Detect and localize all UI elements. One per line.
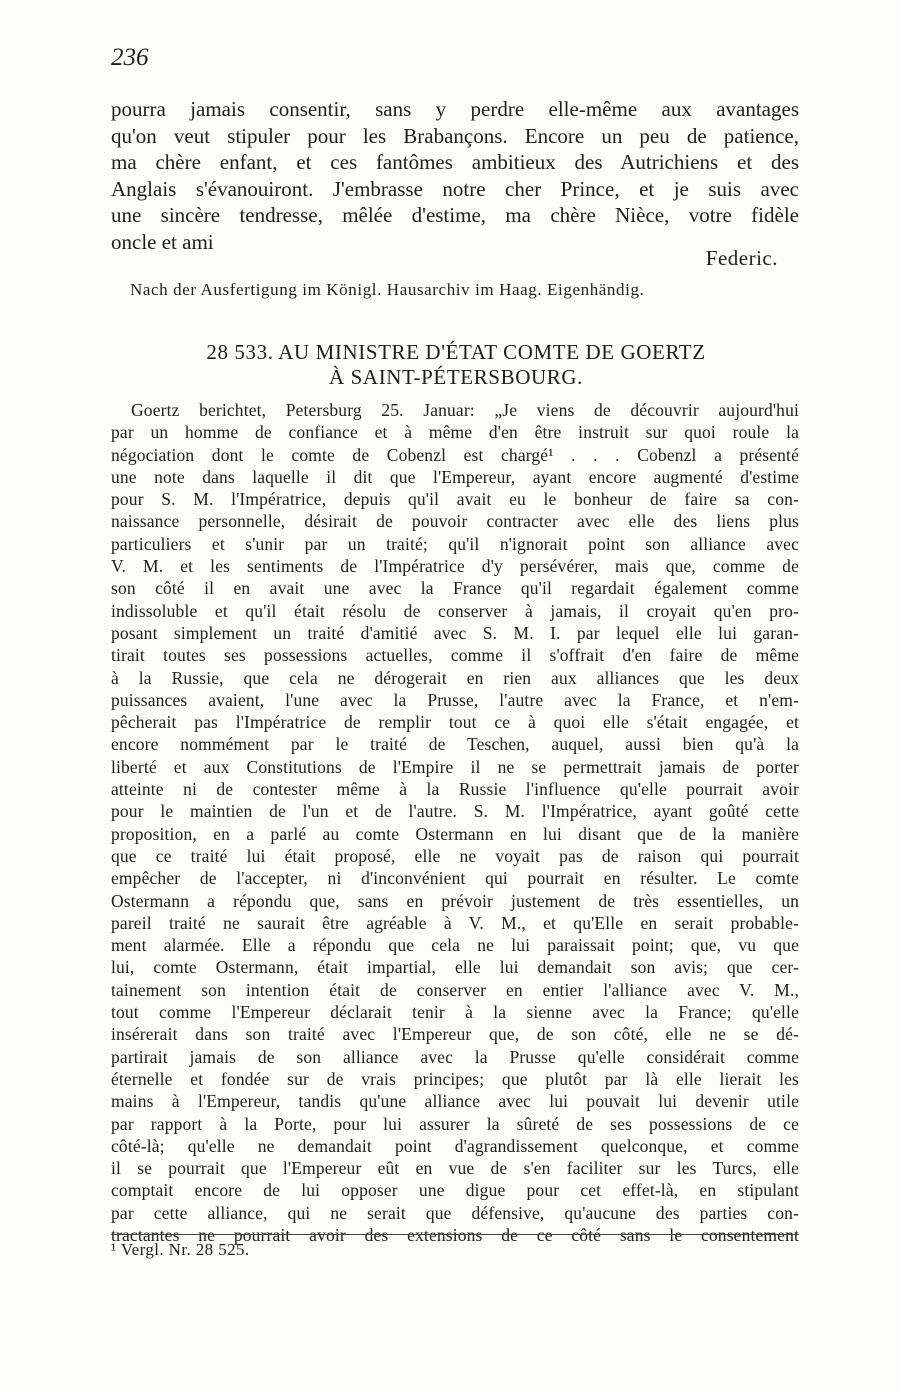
document-body xyxy=(111,399,799,1246)
body-line: par cette alliance, qui ne serait que défensive, qu'aucune des parties con- xyxy=(111,1202,799,1223)
body-line: éternelle et fondée sur de vrais principes; que plutôt par là elle lierait les xyxy=(111,1068,799,1089)
body-line: à la Russie, que cela ne dérogerait en rien aux alliances que les deux xyxy=(111,667,799,688)
body-line: indissoluble et qu'il était résolu de conserver à jamais, il croyait qu'en pro- xyxy=(111,600,799,621)
letter-line: qu'on veut stipuler pour les Brabançons. Encore un peu de patience, xyxy=(111,123,799,148)
body-line: insérerait dans son traité avec l'Empereur que, de son côté, elle ne se dé- xyxy=(111,1024,799,1045)
letter-line: une sincère tendresse, mêlée d'estime, ma chère Nièce, votre fidèle xyxy=(111,203,799,227)
letter-line: pourra jamais consentir, sans y perdre elle-même aux avantages xyxy=(111,97,799,121)
body-line: partirait jamais de son alliance avec la Prusse qu'elle considérait comme xyxy=(111,1046,799,1067)
body-line: pour S. M. l'Impératrice, depuis qu'il avait eu le bonheur de faire sa con- xyxy=(111,489,799,510)
body-line: négociation dont le comte de Cobenzl est chargé¹ . . . Cobenzl a présenté xyxy=(111,444,799,465)
body-line: comptait encore de lui opposer une digue pour cet effet-là, en stipulant xyxy=(111,1180,799,1201)
body-line: pêcherait pas l'Impératrice de remplir tout ce à quoi elle s'était engagée, et xyxy=(111,712,799,733)
body-line: tout comme l'Empereur déclarait tenir à la sienne avec la France; qu'elle xyxy=(111,1002,799,1023)
body-line: que ce traité lui était proposé, elle ne voyait pas de raison qui pourrait xyxy=(111,845,799,866)
body-line: lui, comte Ostermann, était impartial, elle lui demandait son avis; que cer- xyxy=(111,957,799,978)
document-heading: 28 533. AU MINISTRE D'ÉTAT COMTE DE GOERTZ xyxy=(206,340,706,364)
body-line: naissance personnelle, désirait de pouvoir contracter avec elle des liens plus xyxy=(111,511,799,532)
source-note: Nach der Ausfertigung im Königl. Hausarchiv im Haag. Eigenhändig. xyxy=(130,280,645,299)
body-line: tainement son intention était de conserver en entier l'alliance avec V. M., xyxy=(111,979,799,1000)
page-number: 236 xyxy=(111,44,149,71)
body-line: puissances avaient, l'une avec la Prusse, l'autre avec la France, et n'em- xyxy=(111,689,799,710)
body-line: tirait toutes ses possessions actuelles, comme il s'offrait d'en faire de même xyxy=(111,645,799,666)
body-line: tractantes ne pourrait avoir des extensions de ce côté sans le consentement xyxy=(111,1224,799,1245)
body-line: mains à l'Empereur, tandis qu'une alliance avec lui pouvait lui devenir utile xyxy=(111,1091,799,1112)
body-line: liberté et aux Constitutions de l'Empire il ne se permettrait jamais de porter xyxy=(111,756,799,777)
footnote: ¹ Vergl. Nr. 28 525. xyxy=(111,1240,250,1259)
body-line: ment alarmée. Elle a répondu que cela ne lui paraissait point; que, vu que xyxy=(111,935,799,956)
body-line: son côté il en avait une avec la France qu'il regardait également comme xyxy=(111,578,799,599)
letter-line: oncle et ami xyxy=(111,229,214,254)
body-line: une note dans laquelle il dit que l'Empereur, ayant encore augmenté d'estime xyxy=(111,466,799,487)
footnote-divider xyxy=(111,1234,799,1235)
signature: Federic. xyxy=(705,246,778,270)
body-line: atteinte ni de contester même à la Russie l'influence qu'elle pourrait avoir xyxy=(111,779,799,800)
body-line: Ostermann a répondu que, sans en prévoir justement de très essentielles, un xyxy=(111,890,799,911)
body-line: par rapport à la Porte, pour lui assurer la sûreté de ses possessions de ce xyxy=(111,1113,799,1134)
body-line: pour le maintien de l'un et de l'autre. S. M. l'Impératrice, ayant goûté cette xyxy=(111,801,799,822)
body-line: proposition, en a parlé au comte Ostermann en lui disant que de la manière xyxy=(111,823,799,844)
body-line: empêcher de l'accepter, ni d'inconvénient qui pourrait en résulter. Le comte xyxy=(111,868,799,889)
document-heading-location: À SAINT-PÉTERSBOURG. xyxy=(329,365,583,389)
body-line: côté-là; qu'elle ne demandait point d'agrandissement quelconque, et comme xyxy=(111,1135,799,1156)
letter-line: Anglais s'évanouiront. J'embrasse notre cher Prince, et je suis avec xyxy=(111,176,799,201)
body-line: pareil traité ne saurait être agréable à V. M., et qu'Elle en serait probable- xyxy=(111,912,799,933)
body-line: Goertz berichtet, Petersburg 25. Januar: „Je viens de découvrir aujourd'hui xyxy=(131,400,799,420)
body-line: il se pourrait que l'Empereur eût en vue de s'en faciliter sur les Turcs, elle xyxy=(111,1158,799,1179)
body-line: particuliers et s'unir par un traité; qu'il n'ignorait point son alliance avec xyxy=(111,533,799,554)
letter-line: ma chère enfant, et ces fantômes ambitieux des Autrichiens et des xyxy=(111,150,799,174)
letter-closing xyxy=(111,96,799,255)
body-line: posant simplement un traité d'amitié avec S. M. I. par lequel elle lui garan- xyxy=(111,622,799,643)
body-line: V. M. et les sentiments de l'Impératrice d'y persévérer, mais que, comme de xyxy=(111,556,799,577)
body-line: par un homme de confiance et à même d'en être instruit sur quoi roule la xyxy=(111,422,799,443)
body-line: encore nommément par le traité de Teschen, auquel, aussi bien qu'à la xyxy=(111,734,799,755)
